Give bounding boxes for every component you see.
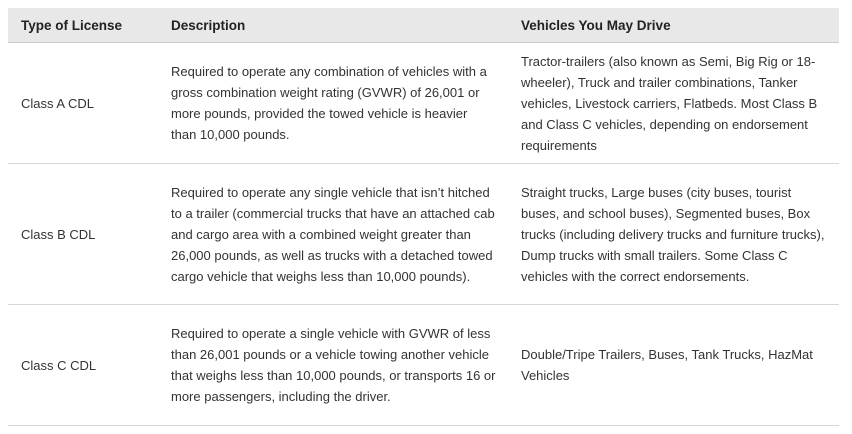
description-cell: Required to operate any single vehicle that isn’t hitched to a trailer (commercial trucks that have an attached cab and cargo area with a combined weight greater than 26,000 pounds, as well as trucks with a detached towed cargo vehicle that weighs less than 10,000 pounds). [158,164,508,305]
license-cell: Class A CDL [8,43,158,164]
license-cell: Class B CDL [8,164,158,305]
table-row [8,305,839,426]
table-header [8,8,839,43]
description-cell: Required to operate any combination of vehicles with a gross combination weight rating (GVWR) of 26,001 or more pounds, provided the towed vehicle is heavier than 10,000 pounds. [158,43,508,164]
header-vehicles-you-may-drive: Vehicles You May Drive [508,8,839,43]
header-row [8,8,839,43]
license-cell: Class C CDL [8,305,158,426]
description-cell: Required to operate a single vehicle with GVWR of less than 26,001 pounds or a vehicle towing another vehicle that weighs less than 10,000 pounds, or transports 16 or more passengers, including the driver. [158,305,508,426]
table-row [8,43,839,164]
header-description: Description [158,8,508,43]
license-table-container [8,8,839,426]
license-table [8,8,839,426]
table-row [8,164,839,305]
vehicles-cell: Double/Tripe Trailers, Buses, Tank Trucks, HazMat Vehicles [508,305,839,426]
table-body [8,43,839,426]
vehicles-cell: Tractor-trailers (also known as Semi, Big Rig or 18-wheeler), Truck and trailer combinations, Tanker vehicles, Livestock carriers, Flatbeds. Most Class B and Class C vehicles, depending on endorsement requirements [508,43,839,164]
header-type-of-license: Type of License [8,8,158,43]
vehicles-cell: Straight trucks, Large buses (city buses, tourist buses, and school buses), Segmented buses, Box trucks (including delivery trucks and furniture trucks), Dump trucks with small trailers. Some Class C vehicles with the correct endorsements. [508,164,839,305]
